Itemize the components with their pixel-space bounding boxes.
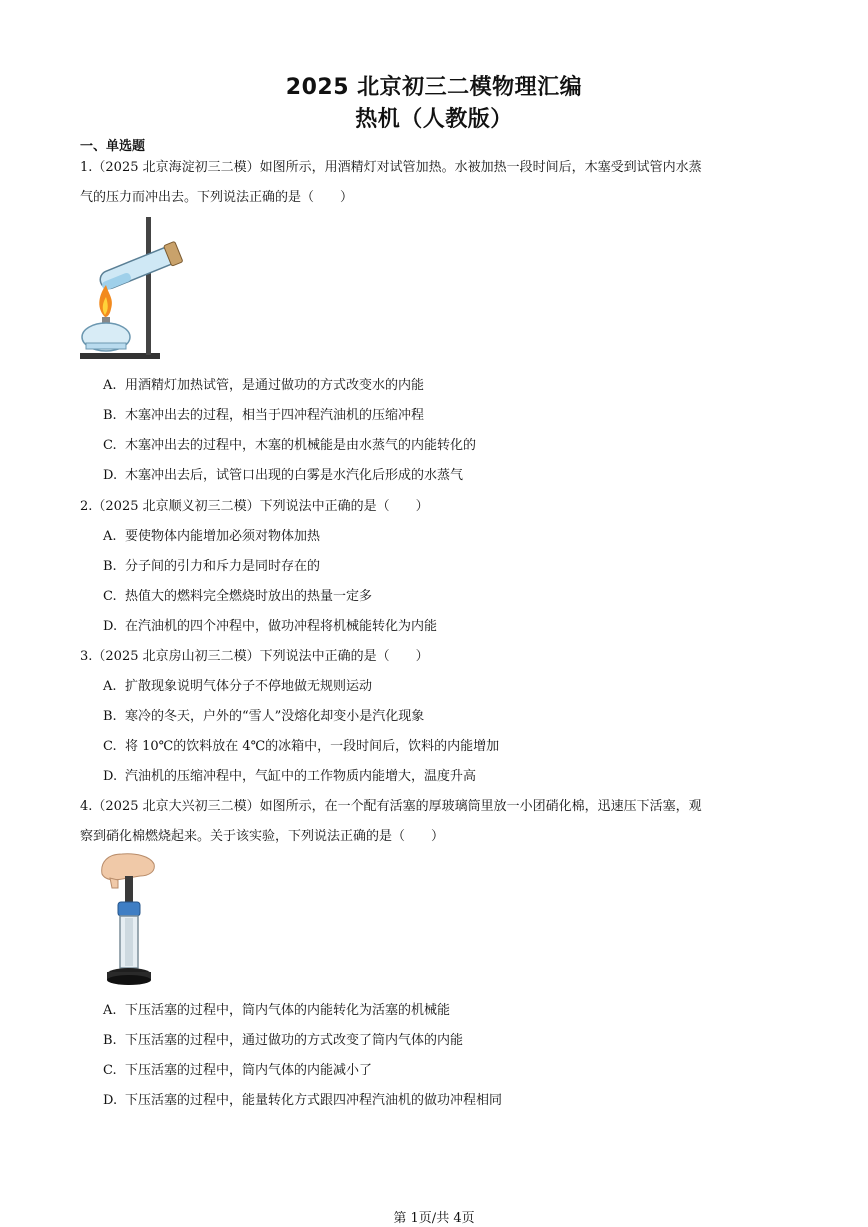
option-label: B.: [103, 1033, 117, 1048]
question-2-option-a: [103, 525, 320, 544]
question-2-option-b: [103, 555, 320, 574]
question-1-option-d: [103, 464, 463, 483]
option-label: D.: [103, 1093, 118, 1108]
question-3-option-c: [103, 735, 499, 754]
option-text: 要使物体内能增加必须对物体加热: [125, 529, 321, 544]
option-label: A.: [103, 1003, 117, 1018]
question-1-option-c: [103, 434, 476, 453]
option-text: 下压活塞的过程中，筒内气体的内能减小了: [125, 1063, 373, 1078]
option-text: 木塞冲出去的过程，相当于四冲程汽油机的压缩冲程: [125, 408, 425, 423]
option-text: 下压活塞的过程中，筒内气体的内能转化为活塞的机械能: [125, 1003, 451, 1018]
question-1-stem-line1: 1.（2025 北京海淀初三二模）如图所示，用酒精灯对试管加热。水被加热一段时间后，木塞受到试管内水蒸: [80, 160, 702, 175]
question-2-stem: 2.（2025 北京顺义初三二模）下列说法中正确的是（ ）: [80, 499, 429, 514]
option-text: 汽油机的压缩冲程中，气缸中的工作物质内能增大，温度升高: [125, 769, 477, 784]
option-text: 下压活塞的过程中，能量转化方式跟四冲程汽油机的做功冲程相同: [125, 1093, 503, 1108]
question-4-option-c: [103, 1059, 372, 1078]
option-label: C.: [103, 589, 117, 604]
question-1-stem-line2: 气的压力而冲出去。下列说法正确的是（ ）: [80, 190, 354, 205]
option-label: B.: [103, 559, 117, 574]
option-label: D.: [103, 468, 118, 483]
option-text: 热值大的燃料完全燃烧时放出的热量一定多: [125, 589, 373, 604]
question-4-option-d: [103, 1089, 502, 1108]
option-text: 分子间的引力和斥力是同时存在的: [125, 559, 321, 574]
option-text: 木塞冲出去的过程中，木塞的机械能是由水蒸气的内能转化的: [125, 438, 477, 453]
option-label: A.: [103, 679, 117, 694]
question-3-stem: 3.（2025 北京房山初三二模）下列说法中正确的是（ ）: [80, 649, 429, 664]
option-label: B.: [103, 709, 117, 724]
question-1-option-a: [103, 374, 424, 393]
option-label: B.: [103, 408, 117, 423]
section-heading: 一、单选题: [80, 139, 146, 154]
option-label: C.: [103, 438, 117, 453]
option-text: 木塞冲出去后，试管口出现的白雾是水汽化后形成的水蒸气: [125, 468, 464, 483]
test-tube-heating-figure: [78, 213, 188, 363]
option-label: D.: [103, 619, 118, 634]
piston-cylinder-figure: [98, 852, 160, 987]
page-number: 第 1页/共 4页: [393, 1211, 475, 1226]
question-4-stem-line1: 4.（2025 北京大兴初三二模）如图所示，在一个配有活塞的厚玻璃筒里放一小团硝化棉，迅速压下活塞，观: [80, 799, 702, 814]
option-label: C.: [103, 1063, 117, 1078]
question-4-stem-line2: 察到硝化棉燃烧起来。关于该实验，下列说法正确的是（ ）: [80, 829, 445, 844]
question-2-option-d: [103, 615, 437, 634]
question-3-option-a: [103, 675, 372, 694]
option-label: C.: [103, 739, 117, 754]
option-label: D.: [103, 769, 118, 784]
option-label: A.: [103, 529, 117, 544]
option-text: 寒冷的冬天，户外的“雪人”没熔化却变小是汽化现象: [125, 709, 425, 724]
question-3-option-d: [103, 765, 476, 784]
question-1-option-b: [103, 404, 424, 423]
option-text: 用酒精灯加热试管，是通过做功的方式改变水的内能: [125, 378, 425, 393]
option-text: 将 10℃的饮料放在 4℃的冰箱中，一段时间后，饮料的内能增加: [125, 739, 500, 754]
question-4-option-a: [103, 999, 450, 1018]
question-2-option-c: [103, 585, 372, 604]
question-4-option-b: [103, 1029, 463, 1048]
question-3-option-b: [103, 705, 424, 724]
option-text: 扩散现象说明气体分子不停地做无规则运动: [125, 679, 373, 694]
option-text: 在汽油机的四个冲程中，做功冲程将机械能转化为内能: [125, 619, 438, 634]
page-title-line1: 2025 北京初三二模物理汇编: [285, 75, 583, 100]
option-text: 下压活塞的过程中，通过做功的方式改变了筒内气体的内能: [125, 1033, 464, 1048]
page-title-line2: 热机（人教版）: [355, 107, 513, 132]
option-label: A.: [103, 378, 117, 393]
